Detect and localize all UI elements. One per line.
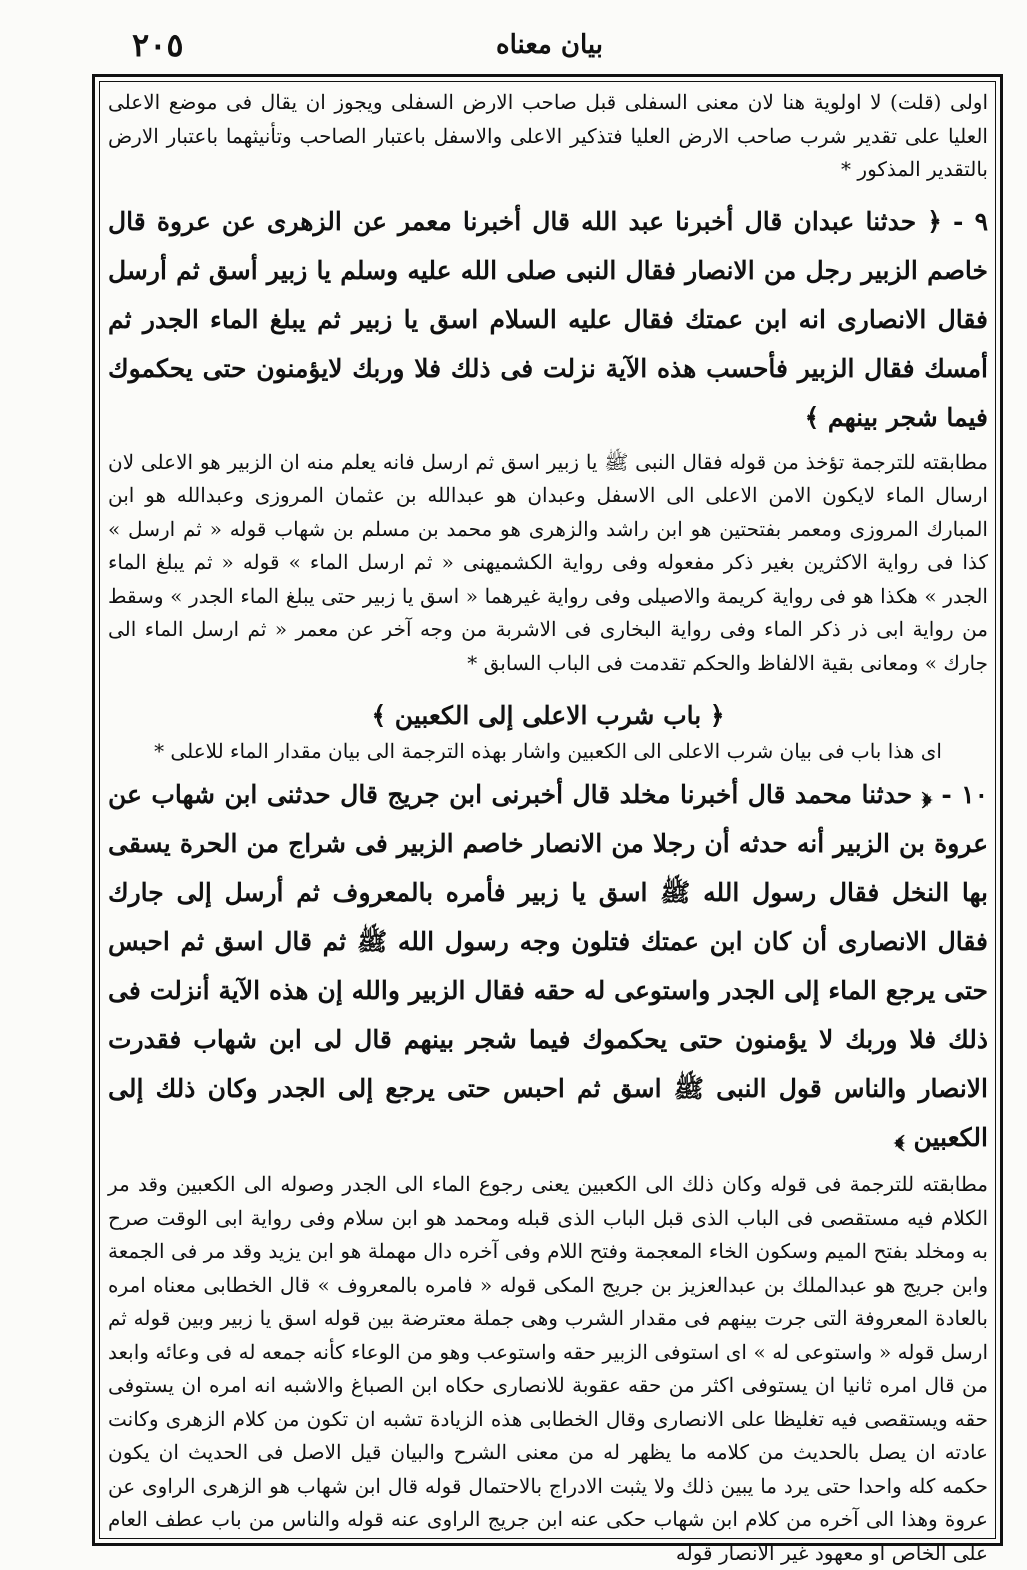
chapter-intro: اى هذا باب فى بيان شرب الاعلى الى الكعبين واشار بهذه الترجمة الى بيان مقدار الماء للاعلى * xyxy=(154,739,942,763)
commentary-paragraph: مطابقته للترجمة تؤخذ من قوله فقال النبى ﷺ يا زبير اسق ثم ارسل فانه يعلم منه ان الزبير هو الاعلى لان ارسال الماء لايكون الامن الاعلى الى الاسفل وعبدان هو عبدالله بن عثمان المروزى وعبدالله هو ابن المبارك المروزى ومعمر بفتحتين هو ابن راشد والزهرى هو محمد بن مسلم بن شهاب قوله « ثم ارسل » كذا فى رواية الاكثرين بغير ذكر مفعوله وفى رواية الكشميهنى « ثم ارسل الماء » قوله « ثم يبلغ الماء الجدر » هكذا هو فى رواية كريمة والاصيلى وفى رواية غيرهما « اسق يا زبير حتى يبلغ الماء الجدر » وسقط من رواية ابى ذر ذكر الماء وفى رواية البخارى فى الاشربة من وجه آخر عن معمر « ثم ارسل الماء الى جارك » ومعانى بقية الالفاظ والحكم تقدمت فى الباب السابق * xyxy=(108,449,988,675)
hadith-text: ١٠ - ﴿ حدثنا محمد قال أخبرنا مخلد قال أخبرنى ابن جريج قال حدثنى ابن شهاب عن عروة بن الزبير أنه حدثه أن رجلا من الانصار خاصم الزبير فى شراج من الحرة يسقى بها النخل فقال رسول الله ﷺ اسق يا زبير فأمره بالمعروف ثم أرسل إلى جارك فقال الانصارى أن كان ابن عمتك فتلون وجه رسول الله ﷺ ثم قال اسق ثم احبس حتى يرجع الماء إلى الجدر واستوعى له حقه فقال الزبير والله إن هذه الآية أنزلت فى ذلك فلا وربك لا يؤمنون حتى يحكموك فيما شجر بينهم قال لى ابن شهاب فقدرت الانصار والناس قول النبى ﷺ اسق ثم احبس حتى يرجع إلى الجدر وكان ذلك إلى الكعبين ﴾ xyxy=(108,780,988,1152)
hadith-text: ٩ - ﴿ حدثنا عبدان قال أخبرنا عبد الله قال أخبرنا معمر عن الزهرى عن عروة قال خاصم الزبير رجل من الانصار فقال النبى صلى الله عليه وسلم يا زبير أسق ثم أرسل فقال الانصارى انه ابن عمتك فقال عليه السلام اسق يا زبير ثم يبلغ الماء الجدر ثم أمسك فقال الزبير فأحسب هذه الآية نزلت فى ذلك فلا وربك لايؤمنون حتى يحكموك فيما شجر بينهم ﴾ xyxy=(108,206,988,432)
page-number: ٢٠٥ xyxy=(132,26,184,64)
running-title: بيان معناه xyxy=(495,30,603,60)
commentary-paragraph: اولى (قلت) لا اولوية هنا لان معنى السفلى قبل صاحب الارض السفلى ويجوز ان يقال فى موضع الاعلى العليا على تقدير شرب صاحب الارض العليا فتذكير الاعلى والاسفل باعتبار الصاحب وتأنيثهما باعتبار الارض بالتقدير المذكور * xyxy=(108,90,988,181)
commentary-paragraph: مطابقته للترجمة فى قوله وكان ذلك الى الكعبين يعنى رجوع الماء الى الجدر وصوله الى الكعبين وقد مر الكلام فيه مستقصى فى الباب الذى قبل الباب الذى قبله ومحمد هو ابن سلام وفى رواية ابى الوقت صرح به ومخلد بفتح الميم وسكون الخاء المعجمة وفتح اللام وفى آخره دال مهملة هو ابن يزيد وقد مر فى الجمعة وابن جريج هو عبدالملك بن عبدالعزيز بن جريج المكى قوله « فامره بالمعروف » قال الخطابى معناه امره بالعادة المعروفة التى جرت بينهم فى مقدار الشرب وهى جملة معترضة بين قوله اسق يا زبير وبين قوله ثم ارسل قوله « واستوعى له » اى استوفى الزبير حقه واستوعب وهو من الوعاء كأنه جمعه له فى وعائه وابعد من قال امره ثانيا ان يستوفى اكثر من حقه عقوبة للانصارى حكاه ابن الصباغ والاشبه انه امره ان يستوفى حقه ويستقصى فيه تغليظا على الانصارى وقال الخطابى هذه الزيادة تشبه ان تكون من كلام الزهرى وكانت عادته ان يصل بالحديث من كلامه ما يظهر له من معنى الشرح والبيان قيل الاصل فى الحديث ان يكون حكمه كله واحدا حتى يرد ما يبين ذلك ولا يثبت الادراج بالاحتمال قوله قال ابن شهاب هو الزهرى الراوى عن عروة وهذا الى آخره من كلام ابن شهاب حكى عنه ابن جريج الراوى عنه قوله والناس من باب عطف العام على الخاص او معهود غير الانصار قوله xyxy=(108,1172,989,1565)
page-content xyxy=(108,86,989,1565)
chapter-heading: ﴿ باب شرب الاعلى إلى الكعبين ﴾ xyxy=(371,701,725,730)
